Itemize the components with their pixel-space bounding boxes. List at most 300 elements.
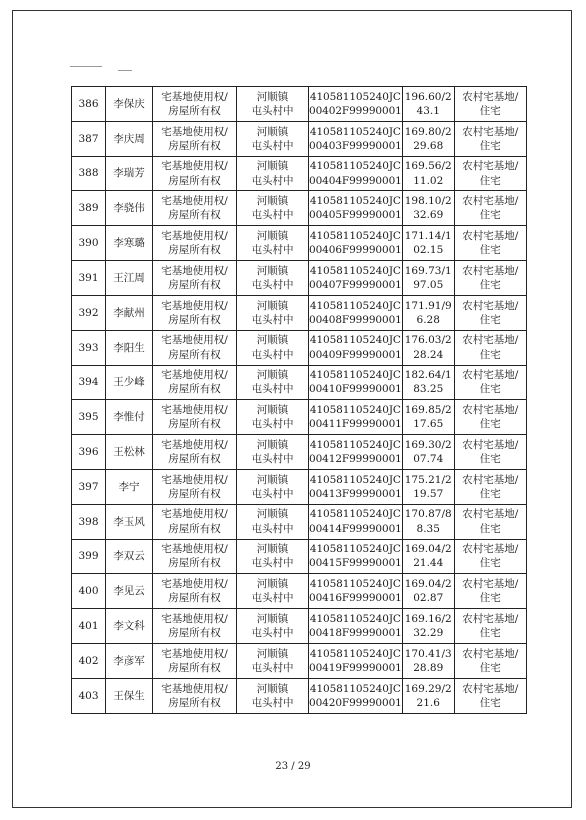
cell-area-line: 170.87/8 bbox=[404, 508, 452, 521]
cell-location bbox=[237, 261, 309, 296]
cell-area bbox=[402, 365, 454, 400]
cell-area bbox=[402, 435, 454, 470]
table-row bbox=[72, 678, 527, 713]
cell-row-number: 403 bbox=[72, 678, 106, 713]
cell-unit-code-line: 00402F99990001 bbox=[309, 104, 402, 117]
cell-location bbox=[237, 400, 309, 435]
cell-owner-name: 李彦军 bbox=[106, 644, 153, 679]
cell-row-number: 394 bbox=[72, 365, 106, 400]
cell-usage bbox=[454, 87, 526, 122]
cell-unit-code-line: 410581105240JC bbox=[309, 90, 401, 103]
table-row bbox=[72, 226, 527, 261]
cell-owner-name: 李寒璐 bbox=[106, 226, 153, 261]
cell-area bbox=[402, 295, 454, 330]
cell-area bbox=[402, 609, 454, 644]
cell-unit-code-line: 00414F99990001 bbox=[309, 522, 402, 535]
cell-unit-code-line: 00409F99990001 bbox=[309, 348, 402, 361]
cell-right-type-line: 宅基地使用权/ bbox=[161, 612, 228, 625]
cell-area-line: 175.21/2 bbox=[404, 473, 452, 486]
cell-usage bbox=[454, 295, 526, 330]
cell-location-line: 河顺镇 bbox=[256, 369, 289, 382]
cell-usage-line: 农村宅基地/ bbox=[462, 195, 519, 208]
cell-usage-line: 农村宅基地/ bbox=[462, 90, 519, 103]
cell-location-line: 河顺镇 bbox=[256, 90, 289, 103]
cell-right-type-line: 房屋所有权 bbox=[168, 209, 221, 222]
table-row bbox=[72, 191, 527, 226]
table-row bbox=[72, 330, 527, 365]
cell-area bbox=[402, 400, 454, 435]
cell-area bbox=[402, 191, 454, 226]
cell-row-number: 400 bbox=[72, 574, 106, 609]
cell-area bbox=[402, 539, 454, 574]
cell-unit-code-line: 00413F99990001 bbox=[309, 487, 402, 500]
cell-area-line: 21.6 bbox=[416, 696, 440, 709]
cell-usage-line: 农村宅基地/ bbox=[462, 438, 519, 451]
cell-usage bbox=[454, 226, 526, 261]
cell-area-line: 8.35 bbox=[416, 522, 440, 535]
cell-area-line: 02.87 bbox=[413, 592, 444, 605]
cell-usage-line: 农村宅基地/ bbox=[462, 334, 519, 347]
cell-usage-line: 住宅 bbox=[479, 174, 501, 187]
cell-owner-name: 李保庆 bbox=[106, 87, 153, 122]
cell-unit-code-line: 00411F99990001 bbox=[309, 418, 402, 431]
cell-unit-code bbox=[309, 365, 403, 400]
cell-area-line: 182.64/1 bbox=[404, 369, 452, 382]
cell-usage-line: 住宅 bbox=[479, 557, 501, 570]
cell-right-type-line: 宅基地使用权/ bbox=[161, 334, 228, 347]
cell-owner-name: 李双云 bbox=[106, 539, 153, 574]
cell-owner-name: 李惟付 bbox=[106, 400, 153, 435]
cell-area-line: 17.65 bbox=[413, 418, 444, 431]
cell-usage-line: 农村宅基地/ bbox=[462, 543, 519, 556]
cell-usage-line: 农村宅基地/ bbox=[462, 299, 519, 312]
table-row bbox=[72, 435, 527, 470]
cell-area bbox=[402, 678, 454, 713]
cell-area bbox=[402, 261, 454, 296]
cell-owner-name: 王松林 bbox=[106, 435, 153, 470]
cell-usage-line: 农村宅基地/ bbox=[462, 473, 519, 486]
cell-unit-code-line: 00407F99990001 bbox=[309, 278, 402, 291]
cell-usage-line: 住宅 bbox=[479, 139, 501, 152]
cell-unit-code-line: 00405F99990001 bbox=[309, 209, 402, 222]
cell-location-line: 屯头村中 bbox=[251, 278, 294, 291]
cell-unit-code-line: 410581105240JC bbox=[309, 404, 401, 417]
cell-owner-name: 王江周 bbox=[106, 261, 153, 296]
cell-row-number: 388 bbox=[72, 156, 106, 191]
cell-area-line: 28.24 bbox=[413, 348, 444, 361]
table-row bbox=[72, 295, 527, 330]
cell-unit-code bbox=[309, 574, 403, 609]
cell-unit-code-line: 00420F99990001 bbox=[309, 696, 402, 709]
cell-location-line: 屯头村中 bbox=[251, 104, 294, 117]
cell-location-line: 屯头村中 bbox=[251, 313, 294, 326]
cell-right-type bbox=[153, 87, 237, 122]
cell-location bbox=[237, 574, 309, 609]
cell-area bbox=[402, 87, 454, 122]
cell-unit-code-line: 410581105240JC bbox=[309, 612, 401, 625]
cell-unit-code-line: 410581105240JC bbox=[309, 578, 401, 591]
cell-unit-code bbox=[309, 400, 403, 435]
cell-right-type-line: 宅基地使用权/ bbox=[161, 404, 228, 417]
cell-usage-line: 住宅 bbox=[479, 522, 501, 535]
cell-area-line: 171.14/1 bbox=[404, 229, 452, 242]
cell-right-type-line: 宅基地使用权/ bbox=[161, 369, 228, 382]
cell-right-type-line: 房屋所有权 bbox=[168, 418, 221, 431]
cell-location bbox=[237, 121, 309, 156]
cell-right-type-line: 房屋所有权 bbox=[168, 383, 221, 396]
cell-owner-name: 王保生 bbox=[106, 678, 153, 713]
cell-location-line: 河顺镇 bbox=[256, 578, 289, 591]
cell-right-type-line: 房屋所有权 bbox=[168, 592, 221, 605]
table-row bbox=[72, 261, 527, 296]
cell-area bbox=[402, 121, 454, 156]
cell-usage-line: 住宅 bbox=[479, 104, 501, 117]
cell-usage-line: 住宅 bbox=[479, 313, 501, 326]
cell-right-type bbox=[153, 609, 237, 644]
cell-area-line: 11.02 bbox=[413, 174, 444, 187]
cell-right-type bbox=[153, 365, 237, 400]
cell-usage-line: 住宅 bbox=[479, 627, 501, 640]
cell-right-type-line: 宅基地使用权/ bbox=[161, 438, 228, 451]
page-number: 23 / 29 bbox=[275, 761, 311, 772]
cell-location bbox=[237, 644, 309, 679]
cell-usage bbox=[454, 435, 526, 470]
cell-unit-code-line: 00415F99990001 bbox=[309, 557, 402, 570]
cell-right-type bbox=[153, 539, 237, 574]
cell-usage-line: 住宅 bbox=[479, 487, 501, 500]
cell-usage bbox=[454, 330, 526, 365]
cell-right-type-line: 房屋所有权 bbox=[168, 522, 221, 535]
cell-row-number: 389 bbox=[72, 191, 106, 226]
cell-owner-name: 李庆周 bbox=[106, 121, 153, 156]
cell-area-line: 21.44 bbox=[413, 557, 444, 570]
cell-area bbox=[402, 156, 454, 191]
cell-usage-line: 住宅 bbox=[479, 244, 501, 257]
cell-area-line: 02.15 bbox=[413, 244, 444, 257]
cell-owner-name: 李见云 bbox=[106, 574, 153, 609]
cell-unit-code-line: 00412F99990001 bbox=[309, 453, 402, 466]
cell-location bbox=[237, 539, 309, 574]
table-row bbox=[72, 156, 527, 191]
cell-area-line: 29.68 bbox=[413, 139, 444, 152]
cell-right-type bbox=[153, 226, 237, 261]
cell-unit-code bbox=[309, 678, 403, 713]
cell-location-line: 屯头村中 bbox=[251, 383, 294, 396]
cell-right-type bbox=[153, 504, 237, 539]
cell-right-type-line: 房屋所有权 bbox=[168, 453, 221, 466]
cell-unit-code-line: 410581105240JC bbox=[309, 543, 401, 556]
cell-area bbox=[402, 469, 454, 504]
cell-owner-name: 李宁 bbox=[106, 469, 153, 504]
cell-usage-line: 住宅 bbox=[479, 418, 501, 431]
cell-unit-code bbox=[309, 226, 403, 261]
cell-unit-code-line: 00410F99990001 bbox=[309, 383, 402, 396]
cell-location-line: 屯头村中 bbox=[251, 522, 294, 535]
cell-right-type-line: 宅基地使用权/ bbox=[161, 543, 228, 556]
cell-location-line: 河顺镇 bbox=[256, 473, 289, 486]
cell-right-type-line: 宅基地使用权/ bbox=[161, 125, 228, 138]
cell-row-number: 399 bbox=[72, 539, 106, 574]
cell-location-line: 屯头村中 bbox=[251, 174, 294, 187]
cell-area-line: 176.03/2 bbox=[404, 334, 452, 347]
cell-right-type-line: 宅基地使用权/ bbox=[161, 578, 228, 591]
cell-location bbox=[237, 191, 309, 226]
cell-right-type-line: 宅基地使用权/ bbox=[161, 195, 228, 208]
cell-right-type bbox=[153, 295, 237, 330]
cell-unit-code bbox=[309, 87, 403, 122]
cell-usage bbox=[454, 191, 526, 226]
cell-location-line: 屯头村中 bbox=[251, 661, 294, 674]
cell-location-line: 屯头村中 bbox=[251, 557, 294, 570]
cell-location-line: 河顺镇 bbox=[256, 125, 289, 138]
cell-location-line: 河顺镇 bbox=[256, 334, 289, 347]
cell-area-line: 170.41/3 bbox=[404, 647, 452, 660]
cell-owner-name: 李玉风 bbox=[106, 504, 153, 539]
cell-location-line: 河顺镇 bbox=[256, 682, 289, 695]
table-row bbox=[72, 574, 527, 609]
cell-area bbox=[402, 644, 454, 679]
cell-unit-code-line: 00406F99990001 bbox=[309, 244, 402, 257]
cell-right-type-line: 房屋所有权 bbox=[168, 139, 221, 152]
cell-right-type bbox=[153, 156, 237, 191]
cell-usage-line: 住宅 bbox=[479, 696, 501, 709]
cell-area-line: 169.30/2 bbox=[404, 438, 452, 451]
cell-right-type-line: 房屋所有权 bbox=[168, 174, 221, 187]
table-row bbox=[72, 469, 527, 504]
cell-owner-name: 王少峰 bbox=[106, 365, 153, 400]
cell-owner-name: 李骁伟 bbox=[106, 191, 153, 226]
cell-usage-line: 农村宅基地/ bbox=[462, 125, 519, 138]
cell-location-line: 屯头村中 bbox=[251, 244, 294, 257]
cell-unit-code bbox=[309, 330, 403, 365]
cell-area-line: 169.04/2 bbox=[404, 578, 452, 591]
cell-right-type-line: 宅基地使用权/ bbox=[161, 508, 228, 521]
scan-mark bbox=[118, 70, 132, 71]
cell-right-type bbox=[153, 261, 237, 296]
cell-location bbox=[237, 365, 309, 400]
cell-area-line: 169.85/2 bbox=[404, 404, 452, 417]
cell-location-line: 河顺镇 bbox=[256, 647, 289, 660]
cell-usage-line: 农村宅基地/ bbox=[462, 404, 519, 417]
cell-usage-line: 住宅 bbox=[479, 278, 501, 291]
cell-unit-code bbox=[309, 191, 403, 226]
cell-location bbox=[237, 330, 309, 365]
cell-location-line: 屯头村中 bbox=[251, 627, 294, 640]
cell-unit-code-line: 410581105240JC bbox=[309, 334, 401, 347]
cell-row-number: 402 bbox=[72, 644, 106, 679]
cell-usage-line: 住宅 bbox=[479, 453, 501, 466]
cell-usage bbox=[454, 121, 526, 156]
cell-right-type bbox=[153, 678, 237, 713]
cell-right-type bbox=[153, 435, 237, 470]
cell-owner-name: 李阳生 bbox=[106, 330, 153, 365]
cell-area-line: 83.25 bbox=[413, 383, 444, 396]
cell-usage bbox=[454, 261, 526, 296]
cell-usage-line: 农村宅基地/ bbox=[462, 160, 519, 173]
cell-location-line: 屯头村中 bbox=[251, 487, 294, 500]
cell-right-type bbox=[153, 191, 237, 226]
cell-unit-code bbox=[309, 539, 403, 574]
cell-right-type-line: 房屋所有权 bbox=[168, 348, 221, 361]
cell-location-line: 屯头村中 bbox=[251, 418, 294, 431]
cell-usage-line: 农村宅基地/ bbox=[462, 369, 519, 382]
cell-location-line: 屯头村中 bbox=[251, 592, 294, 605]
cell-unit-code-line: 00419F99990001 bbox=[309, 661, 402, 674]
cell-row-number: 386 bbox=[72, 87, 106, 122]
cell-right-type-line: 房屋所有权 bbox=[168, 696, 221, 709]
cell-area-line: 97.05 bbox=[413, 278, 444, 291]
cell-usage bbox=[454, 469, 526, 504]
cell-unit-code bbox=[309, 609, 403, 644]
cell-location-line: 河顺镇 bbox=[256, 264, 289, 277]
cell-right-type-line: 宅基地使用权/ bbox=[161, 647, 228, 660]
cell-location-line: 屯头村中 bbox=[251, 348, 294, 361]
cell-right-type-line: 宅基地使用权/ bbox=[161, 473, 228, 486]
table-row bbox=[72, 400, 527, 435]
table-row bbox=[72, 539, 527, 574]
cell-usage bbox=[454, 678, 526, 713]
table-row bbox=[72, 87, 527, 122]
cell-area-line: 169.16/2 bbox=[404, 612, 452, 625]
cell-row-number: 387 bbox=[72, 121, 106, 156]
cell-row-number: 396 bbox=[72, 435, 106, 470]
cell-location-line: 河顺镇 bbox=[256, 543, 289, 556]
cell-area-line: 169.73/1 bbox=[404, 264, 452, 277]
cell-row-number: 395 bbox=[72, 400, 106, 435]
table-row bbox=[72, 644, 527, 679]
cell-unit-code bbox=[309, 121, 403, 156]
cell-location bbox=[237, 226, 309, 261]
cell-area-line: 43.1 bbox=[416, 104, 440, 117]
records-table-body bbox=[72, 87, 527, 714]
cell-location-line: 河顺镇 bbox=[256, 299, 289, 312]
cell-right-type-line: 宅基地使用权/ bbox=[161, 682, 228, 695]
cell-unit-code-line: 00416F99990001 bbox=[309, 592, 402, 605]
cell-location-line: 河顺镇 bbox=[256, 160, 289, 173]
cell-location bbox=[237, 435, 309, 470]
cell-usage-line: 农村宅基地/ bbox=[462, 508, 519, 521]
cell-area bbox=[402, 574, 454, 609]
cell-right-type-line: 房屋所有权 bbox=[168, 487, 221, 500]
cell-row-number: 392 bbox=[72, 295, 106, 330]
cell-unit-code-line: 410581105240JC bbox=[309, 229, 401, 242]
cell-usage-line: 住宅 bbox=[479, 383, 501, 396]
cell-location-line: 屯头村中 bbox=[251, 209, 294, 222]
cell-right-type bbox=[153, 330, 237, 365]
cell-area-line: 28.89 bbox=[413, 661, 444, 674]
cell-unit-code-line: 410581105240JC bbox=[309, 160, 401, 173]
cell-right-type-line: 房屋所有权 bbox=[168, 104, 221, 117]
cell-usage-line: 住宅 bbox=[479, 661, 501, 674]
cell-unit-code-line: 00404F99990001 bbox=[309, 174, 402, 187]
cell-location bbox=[237, 295, 309, 330]
cell-area-line: 169.04/2 bbox=[404, 543, 452, 556]
cell-area-line: 32.29 bbox=[413, 627, 444, 640]
cell-location-line: 河顺镇 bbox=[256, 229, 289, 242]
cell-right-type-line: 宅基地使用权/ bbox=[161, 299, 228, 312]
table-row bbox=[72, 365, 527, 400]
cell-unit-code bbox=[309, 469, 403, 504]
cell-usage bbox=[454, 504, 526, 539]
cell-right-type bbox=[153, 400, 237, 435]
cell-usage-line: 农村宅基地/ bbox=[462, 682, 519, 695]
cell-unit-code bbox=[309, 295, 403, 330]
cell-usage bbox=[454, 400, 526, 435]
cell-location bbox=[237, 156, 309, 191]
cell-owner-name: 李瑞芳 bbox=[106, 156, 153, 191]
cell-area-line: 198.10/2 bbox=[404, 195, 452, 208]
cell-location-line: 河顺镇 bbox=[256, 404, 289, 417]
cell-unit-code-line: 410581105240JC bbox=[309, 264, 401, 277]
cell-right-type-line: 宅基地使用权/ bbox=[161, 160, 228, 173]
cell-row-number: 393 bbox=[72, 330, 106, 365]
cell-owner-name: 李文科 bbox=[106, 609, 153, 644]
scan-mark bbox=[70, 66, 102, 67]
cell-unit-code-line: 410581105240JC bbox=[309, 682, 401, 695]
cell-usage-line: 农村宅基地/ bbox=[462, 229, 519, 242]
cell-area-line: 169.80/2 bbox=[404, 125, 452, 138]
cell-area-line: 171.91/9 bbox=[404, 299, 452, 312]
cell-unit-code bbox=[309, 644, 403, 679]
cell-area-line: 169.56/2 bbox=[404, 160, 452, 173]
cell-row-number: 390 bbox=[72, 226, 106, 261]
cell-unit-code bbox=[309, 504, 403, 539]
cell-unit-code-line: 00418F99990001 bbox=[309, 627, 402, 640]
cell-row-number: 397 bbox=[72, 469, 106, 504]
cell-location bbox=[237, 504, 309, 539]
cell-unit-code bbox=[309, 156, 403, 191]
cell-location-line: 河顺镇 bbox=[256, 508, 289, 521]
records-table bbox=[71, 86, 527, 714]
cell-right-type-line: 房屋所有权 bbox=[168, 661, 221, 674]
cell-unit-code bbox=[309, 261, 403, 296]
cell-location bbox=[237, 469, 309, 504]
cell-usage-line: 农村宅基地/ bbox=[462, 612, 519, 625]
cell-usage bbox=[454, 644, 526, 679]
cell-unit-code-line: 410581105240JC bbox=[309, 195, 401, 208]
table-row bbox=[72, 609, 527, 644]
cell-area bbox=[402, 226, 454, 261]
cell-area-line: 196.60/2 bbox=[404, 90, 452, 103]
cell-right-type bbox=[153, 469, 237, 504]
cell-right-type bbox=[153, 121, 237, 156]
cell-unit-code-line: 410581105240JC bbox=[309, 369, 401, 382]
cell-row-number: 398 bbox=[72, 504, 106, 539]
cell-unit-code-line: 410581105240JC bbox=[309, 438, 401, 451]
cell-owner-name: 李献州 bbox=[106, 295, 153, 330]
cell-row-number: 391 bbox=[72, 261, 106, 296]
cell-unit-code-line: 410581105240JC bbox=[309, 508, 401, 521]
cell-row-number: 401 bbox=[72, 609, 106, 644]
cell-location-line: 屯头村中 bbox=[251, 453, 294, 466]
cell-usage bbox=[454, 156, 526, 191]
table-row bbox=[72, 121, 527, 156]
cell-usage bbox=[454, 609, 526, 644]
cell-right-type bbox=[153, 574, 237, 609]
cell-area-line: 19.57 bbox=[413, 487, 444, 500]
cell-right-type-line: 宅基地使用权/ bbox=[161, 90, 228, 103]
cell-location-line: 河顺镇 bbox=[256, 612, 289, 625]
cell-unit-code-line: 00403F99990001 bbox=[309, 139, 402, 152]
cell-location-line: 屯头村中 bbox=[251, 696, 294, 709]
cell-area-line: 32.69 bbox=[413, 209, 444, 222]
cell-unit-code-line: 410581105240JC bbox=[309, 473, 401, 486]
cell-right-type bbox=[153, 644, 237, 679]
cell-right-type-line: 宅基地使用权/ bbox=[161, 264, 228, 277]
cell-usage bbox=[454, 539, 526, 574]
cell-location-line: 屯头村中 bbox=[251, 139, 294, 152]
cell-usage-line: 农村宅基地/ bbox=[462, 578, 519, 591]
